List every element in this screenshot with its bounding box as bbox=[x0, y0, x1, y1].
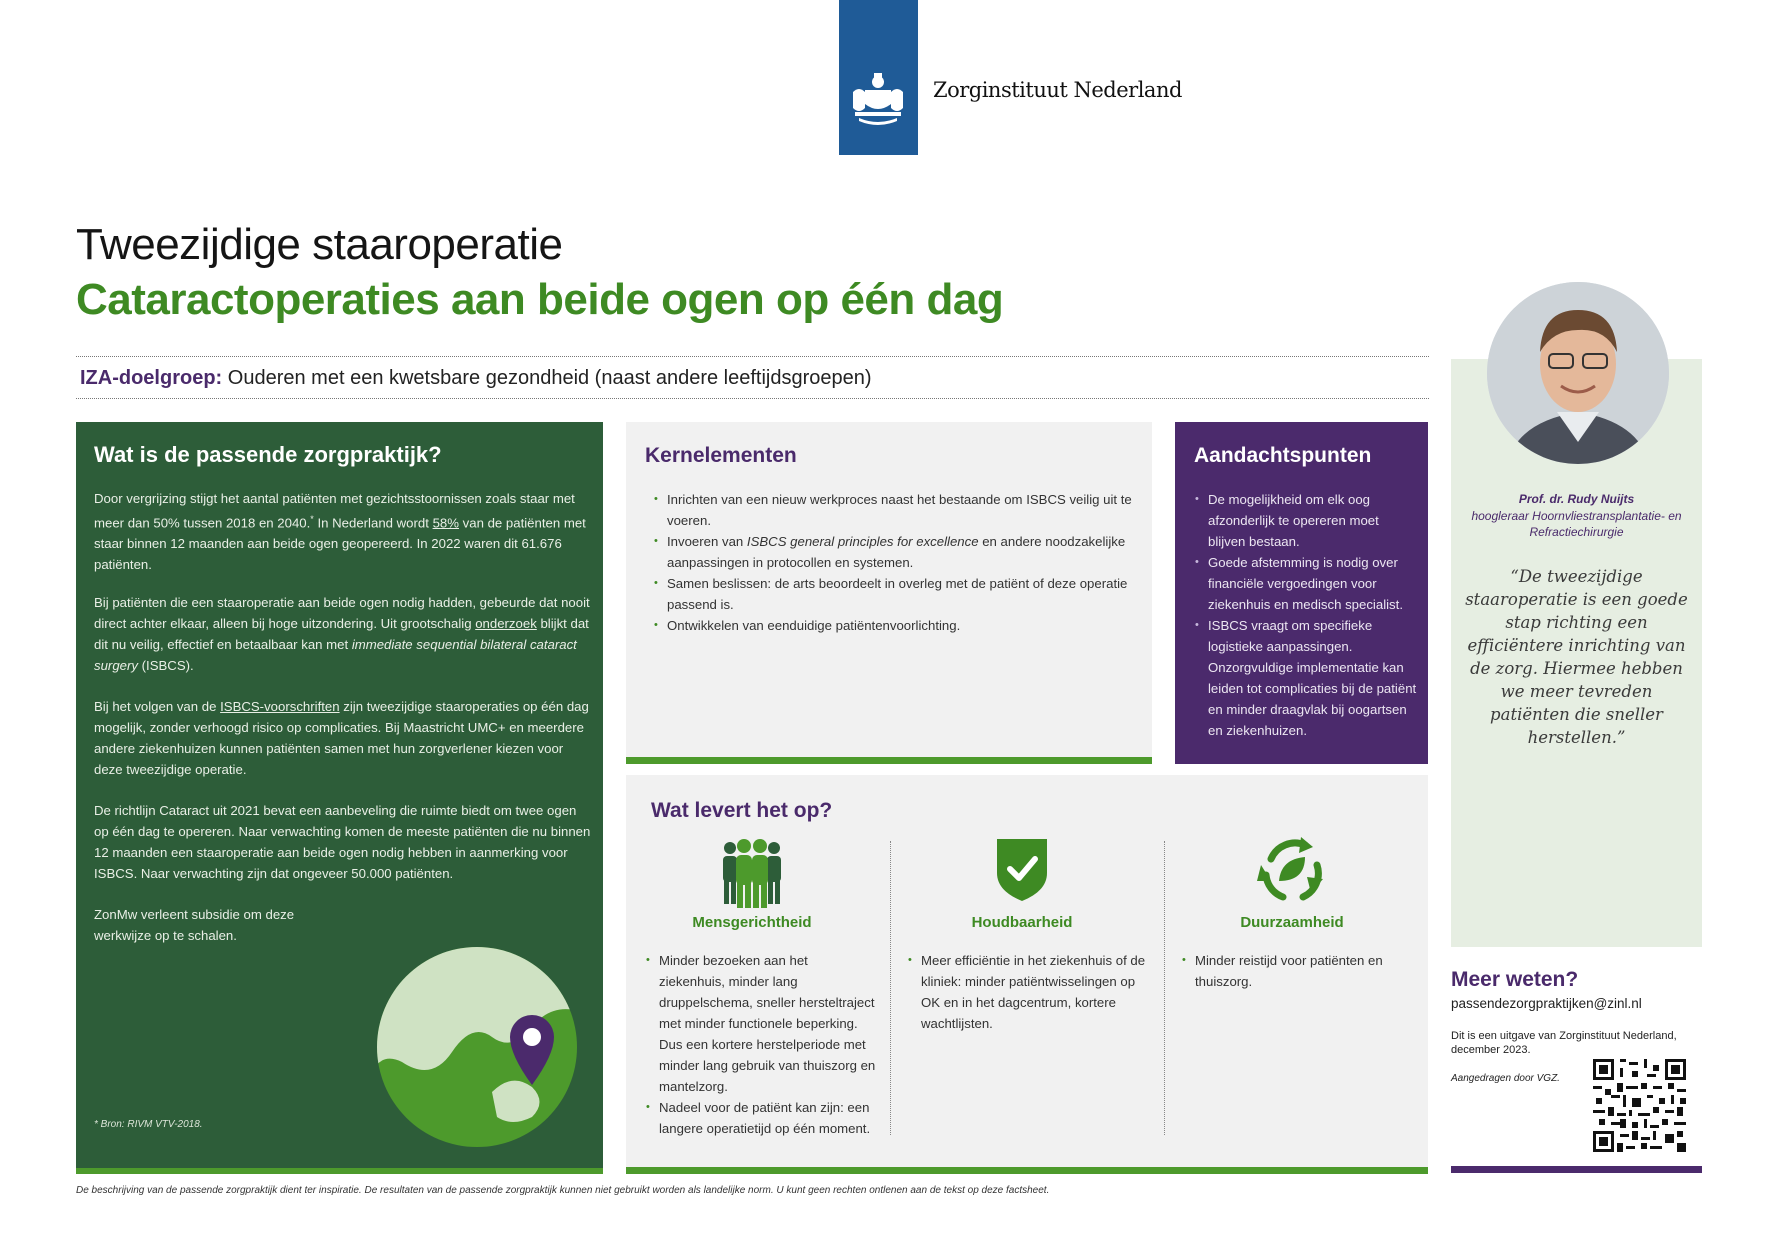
attention-list bbox=[1195, 489, 1417, 741]
practice-paragraph bbox=[94, 696, 592, 780]
expert-quote: “De tweezijdige staaroperatie is een goede stap richting een efficiëntere inrichting van de zorg. Hiermee hebben we meer tevreden patiënten die sneller herstellen.” bbox=[1465, 567, 1688, 747]
divider bbox=[76, 356, 1429, 357]
text: immediate sequential bilateral cataract surgery bbox=[94, 637, 577, 673]
list-item: • Samen beslissen: de arts beoordeelt in overleg met de patiënt of deze operatie passend is. bbox=[654, 573, 1144, 615]
practice-paragraph bbox=[94, 488, 592, 575]
list-item: • Ontwikkelen van eenduidige patiëntenvoorlichting. bbox=[654, 615, 1144, 636]
submitted-by: Aangedragen door VGZ. bbox=[1451, 1073, 1560, 1084]
column-divider bbox=[890, 841, 891, 1135]
list-item: • Inrichten van een nieuw werkproces naast het bestaande om ISBCS veilig uit te voeren. bbox=[654, 489, 1144, 531]
expert-role: hoogleraar Hoornvliestransplantatie- en Refractiechirurgie bbox=[1471, 509, 1682, 539]
core-elements-panel bbox=[626, 422, 1152, 764]
column-divider bbox=[1164, 841, 1165, 1135]
target-group-text: Ouderen met een kwetsbare gezondheid (naast andere leeftijdsgroepen) bbox=[227, 367, 872, 389]
attention-heading: Aandachtspunten bbox=[1194, 444, 1372, 467]
publisher-note: Dit is een uitgave van Zorginstituut Nederland, december 2023. bbox=[1451, 1030, 1677, 1056]
benefit-title: Duurzaamheid bbox=[1240, 914, 1344, 931]
list-item: • De mogelijkheid om elk oog afzonderlijk te opereren moet blijven bestaan. bbox=[1195, 489, 1417, 552]
portrait-photo bbox=[1487, 282, 1669, 464]
practice-paragraph: ZonMw verleent subsidie om deze werkwijze op te schalen. bbox=[94, 907, 295, 943]
benefit-title: Houdbaarheid bbox=[971, 914, 1073, 931]
benefits-panel bbox=[626, 775, 1428, 1174]
practice-paragraph bbox=[94, 592, 592, 676]
source-note: * Bron: RIVM VTV-2018. bbox=[94, 1119, 203, 1130]
practice-heading: Wat is de passende zorgpraktijk? bbox=[94, 442, 442, 467]
text: zijn tweezijdige staaroperaties op één dag mogelijk, zonder verhoogd risico op complicaties. Bij Maastricht UMC+ en meerdere andere ziekenhuizen kunnen patiënten samen met hun zorgverlener kiezen voor deze tweezijdige operatie. bbox=[94, 699, 589, 777]
text: en andere noodzakelijke aanpassingen in protocollen en systemen. bbox=[667, 534, 1126, 570]
benefit-list bbox=[1182, 950, 1408, 992]
text: van de patiënten met staar binnen 12 maanden aan beide ogen geopereerd. In 2022 waren dit 61.676 patiënten. bbox=[94, 515, 586, 573]
page-title: Tweezijdige staaroperatie bbox=[76, 220, 563, 269]
qr-code[interactable] bbox=[1593, 1059, 1686, 1152]
benefit-list bbox=[646, 950, 876, 1139]
shield-check-icon bbox=[993, 835, 1051, 903]
list-item: • Meer efficiëntie in het ziekenhuis of de kliniek: minder patiëntwisselingen op OK en in het dagcentrum, kortere wachtlijsten. bbox=[908, 950, 1148, 1034]
list-item: • Goede afstemming is nodig over financiële vergoedingen voor ziekenhuis en medisch specialist. bbox=[1195, 552, 1417, 615]
accent-bar bbox=[1451, 1166, 1702, 1173]
text: blijkt dat dit nu veilig, effectief en betaalbaar kan met bbox=[94, 616, 589, 652]
footnote-mark: * bbox=[310, 514, 314, 524]
list-item: • Minder reistijd voor patiënten en thuiszorg. bbox=[1182, 950, 1408, 992]
text: Door vergrijzing stijgt het aantal patiënten met gezichtsstoornissen zoals staar met meer dan 50% tussen 2018 en 2040. bbox=[94, 491, 575, 531]
list-item: • ISBCS vraagt om specifieke logistieke aanpassingen. Onzorgvuldige implementatie kan leiden tot complicaties bij de patiënt en minder draagvlak bij oogartsen en ziekenhuizen. bbox=[1195, 615, 1417, 741]
disclaimer: De beschrijving van de passende zorgpraktijk dient ter inspiratie. De resultaten van de passende zorgpraktijk kunnen niet gebruikt worden als landelijke norm. U kunt geen rechten ontlenen aan de tekst op deze factsheet. bbox=[76, 1185, 1050, 1196]
divider bbox=[76, 398, 1429, 399]
person-portrait-icon bbox=[1487, 282, 1669, 464]
link-isbcs-voorschriften[interactable]: ISBCS-voorschriften bbox=[220, 699, 340, 714]
coat-of-arms-icon bbox=[839, 0, 918, 155]
people-group-icon bbox=[718, 838, 786, 910]
link-onderzoek[interactable]: onderzoek bbox=[475, 616, 537, 631]
link-58-percent[interactable]: 58% bbox=[432, 515, 459, 531]
list-item bbox=[654, 531, 1144, 573]
recycle-leaf-icon bbox=[1257, 835, 1327, 905]
text: (ISBCS). bbox=[137, 658, 194, 673]
text: Bij het volgen van de bbox=[94, 699, 221, 714]
contact-heading: Meer weten? bbox=[1451, 968, 1579, 991]
target-group-label: IZA-doelgroep: bbox=[80, 367, 223, 389]
core-heading: Kernelementen bbox=[645, 444, 797, 467]
expert-name: Prof. dr. Rudy Nuijts bbox=[1518, 492, 1635, 506]
attention-panel bbox=[1175, 422, 1428, 764]
logo-bar bbox=[839, 0, 918, 155]
benefit-list bbox=[908, 950, 1148, 1034]
page-subtitle: Cataractoperaties aan beide ogen op één dag bbox=[76, 275, 1004, 324]
practice-paragraph: De richtlijn Cataract uit 2021 bevat een aanbeveling die ruimte biedt om twee ogen op één dag te opereren. Naar verwachting komen de meeste patiënten die nu binnen 12 maanden een staaroperatie aan beide ogen nodig hebben in aanmerking voor ISBCS. Naar verwachting zijn dat ongeveer 50.000 patiënten. bbox=[94, 803, 591, 881]
benefits-heading: Wat levert het op? bbox=[651, 799, 833, 822]
contact-email[interactable]: passendezorgpraktijken@zinl.nl bbox=[1451, 996, 1642, 1011]
practice-panel bbox=[76, 422, 603, 1174]
list-item: • Nadeel voor de patiënt kan zijn: een langere operatietijd op één moment. bbox=[646, 1097, 876, 1139]
qr-code-icon bbox=[1593, 1059, 1686, 1152]
target-group bbox=[80, 367, 872, 390]
benefit-title: Mensgerichtheid bbox=[692, 914, 812, 931]
text: In Nederland wordt bbox=[313, 515, 433, 531]
text: Bij patiënten die een staaroperatie aan beide ogen nodig hadden, gebeurde dat nooit direct achter elkaar, alleen bij hoge uitzondering. Uit grootschalig bbox=[94, 595, 590, 631]
globe-location-icon bbox=[372, 942, 582, 1152]
text: Invoeren van bbox=[667, 534, 747, 549]
org-name: Zorginstituut Nederland bbox=[933, 78, 1182, 102]
text: ISBCS general principles for excellence bbox=[746, 534, 979, 549]
core-list bbox=[654, 489, 1144, 636]
list-item: • Minder bezoeken aan het ziekenhuis, minder lang druppelschema, sneller hersteltraject met minder functionele beperking. Dus een kortere herstelperiode met minder lang gebruik van thuiszorg en mantelzorg. bbox=[646, 950, 876, 1097]
